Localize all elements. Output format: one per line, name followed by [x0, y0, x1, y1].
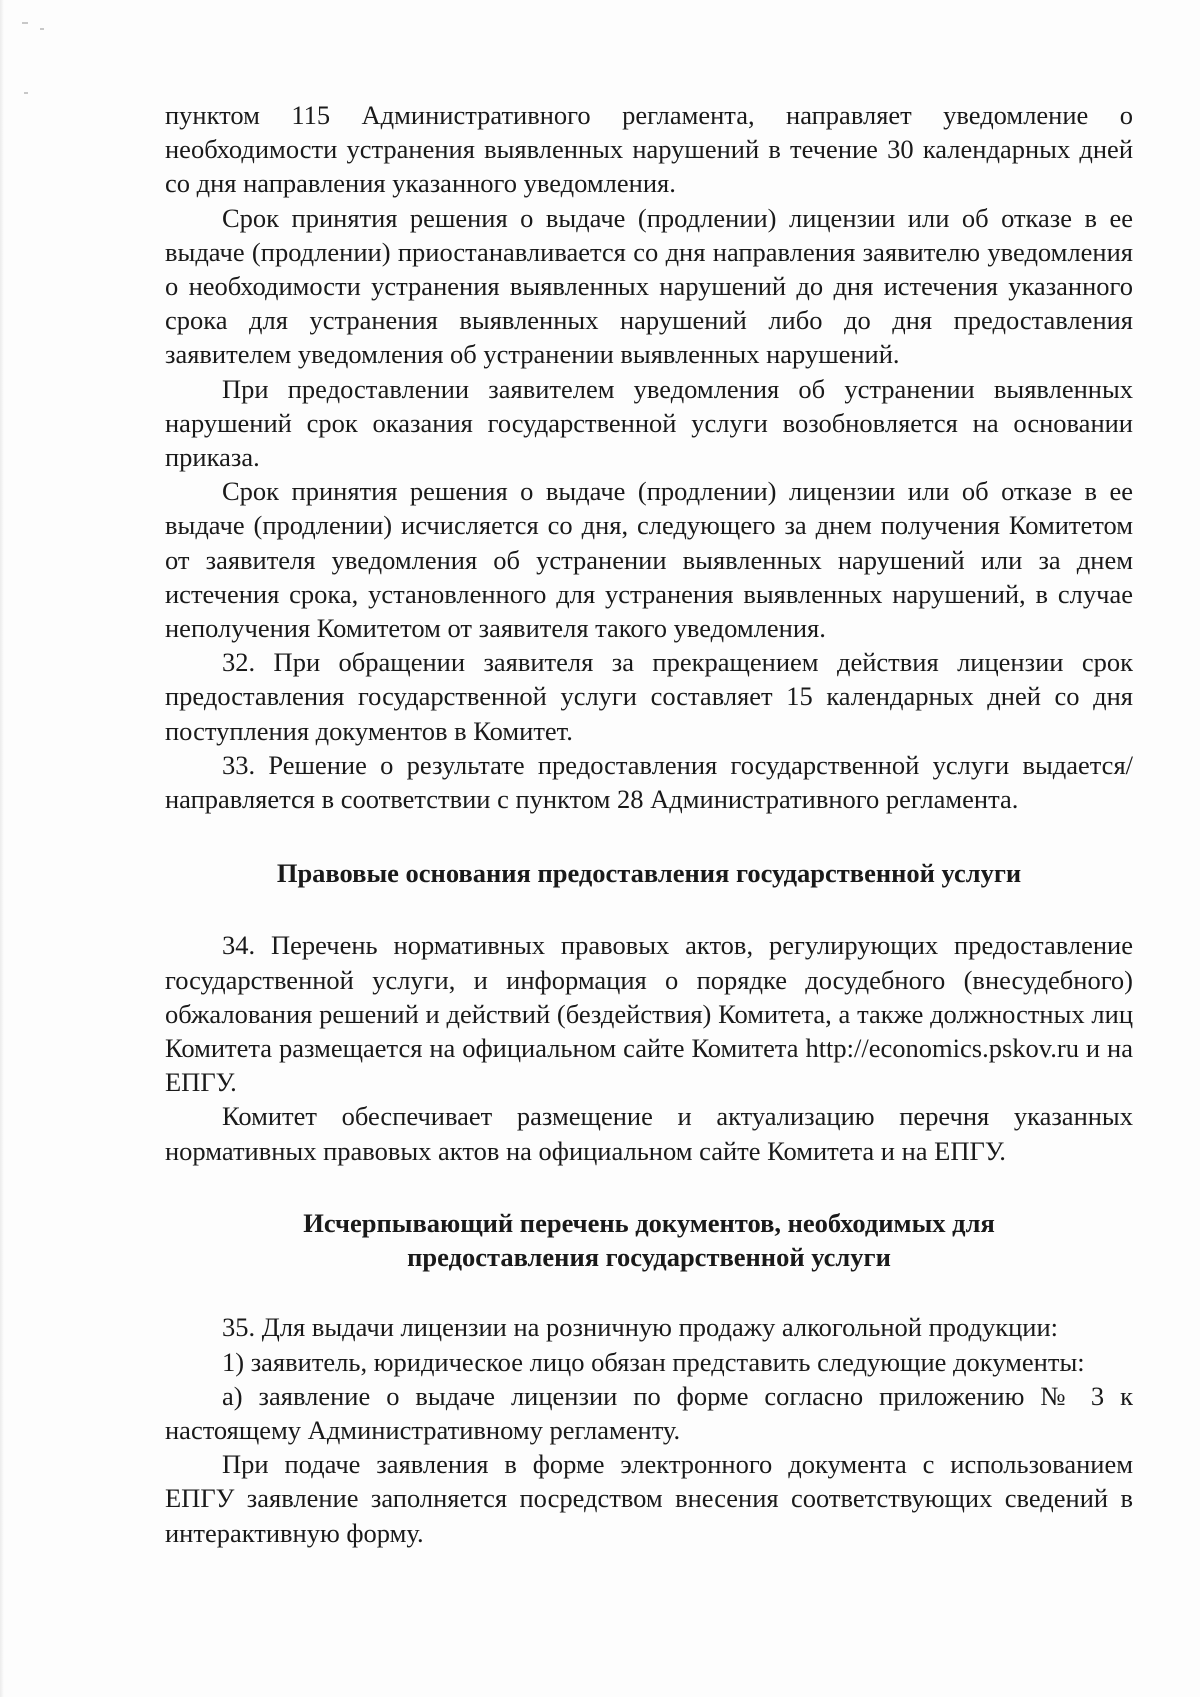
- scan-speck: [40, 28, 44, 30]
- paragraph-35: 35. Для выдачи лицензии на розничную продажу алкогольной продукции:: [222, 1312, 1059, 1343]
- paragraph-32: 32. При обращении заявителя за прекращением действия лицензии срок предоставления государственной услуги составляет 15 календарных дней со дня поступления документов в Комитет.: [165, 647, 1133, 746]
- spacer: [165, 890, 1133, 928]
- paragraph-continuation: пунктом 115 Административного регламента, направляет уведомление о необходимости устранения выявленных нарушений в течение 30 календарных дней со дня направления указанного уведомления.: [165, 100, 1133, 199]
- section-heading-documents-line2: предоставления государственной услуги: [407, 1242, 891, 1273]
- spacer: [165, 1168, 1133, 1206]
- paragraph-35-item-1a: а) заявление о выдаче лицензии по форме согласно приложению № 3 к настоящему Административному регламенту.: [165, 1380, 1133, 1445]
- paragraph-committee-updates: Комитет обеспечивает размещение и актуализацию перечня указанных нормативных правовых актов на официальном сайте Комитета и на ЕПГУ.: [165, 1101, 1133, 1166]
- paragraph-resumption: При предоставлении заявителем уведомления об устранении выявленных нарушений срок оказания государственной услуги возобновляется на основании приказа.: [165, 373, 1133, 473]
- paragraph-35-item-1: 1) заявитель, юридическое лицо обязан представить следующие документы:: [222, 1346, 1085, 1377]
- paragraph-term-calculation: Срок принятия решения о выдаче (продлении) лицензии или об отказе в ее выдаче (продлении) исчисляется со дня, следующего за днем получения Комитетом от заявителя уведомления об устранении выявленных нарушений или за днем истечения срока, установленного для устранения выявленных нарушений, в случае неполучения Комитетом от заявителя такого уведомления.: [165, 476, 1133, 644]
- section-heading-legal-basis: Правовые основания предоставления государственной услуги: [276, 858, 1022, 889]
- scan-edge-shadow: [0, 0, 4, 1697]
- scan-speck: [22, 22, 28, 24]
- paragraph-epgu-submission: При подаче заявления в форме электронного документа с использованием ЕПГУ заявление заполняется посредством внесения соответствующих сведений в интерактивную форму.: [165, 1449, 1133, 1548]
- paragraph-34: 34. Перечень нормативных правовых актов, регулирующих предоставление государственной услуги, и информация о порядке досудебного (внесудебного) обжалования решений и действий (бездействия) Комитета, а также должностных лиц Комитета размещается на официальном сайте Комитета http://economics.pskov.ru и на ЕПГУ.: [165, 930, 1133, 1098]
- spacer: [165, 1274, 1133, 1310]
- paragraph-suspension-term: Срок принятия решения о выдаче (продлении) лицензии или об отказе в ее выдаче (продлении) приостанавливается со дня направления заявителю уведомления о необходимости устранения выявленных нарушений до дня истечения указанного срока для устранения выявленных нарушений либо до дня предоставления заявителем уведомления об устранении выявленных нарушений.: [165, 202, 1133, 370]
- section-heading-documents-line1: Исчерпывающий перечень документов, необходимых для: [303, 1207, 995, 1238]
- spacer: [165, 816, 1133, 856]
- paragraph-33: 33. Решение о результате предоставления государственной услуги выдается/направляется в соответствии с пунктом 28 Административного регламента.: [165, 749, 1133, 815]
- scan-speck: [24, 92, 28, 94]
- document-body: [165, 98, 1133, 1550]
